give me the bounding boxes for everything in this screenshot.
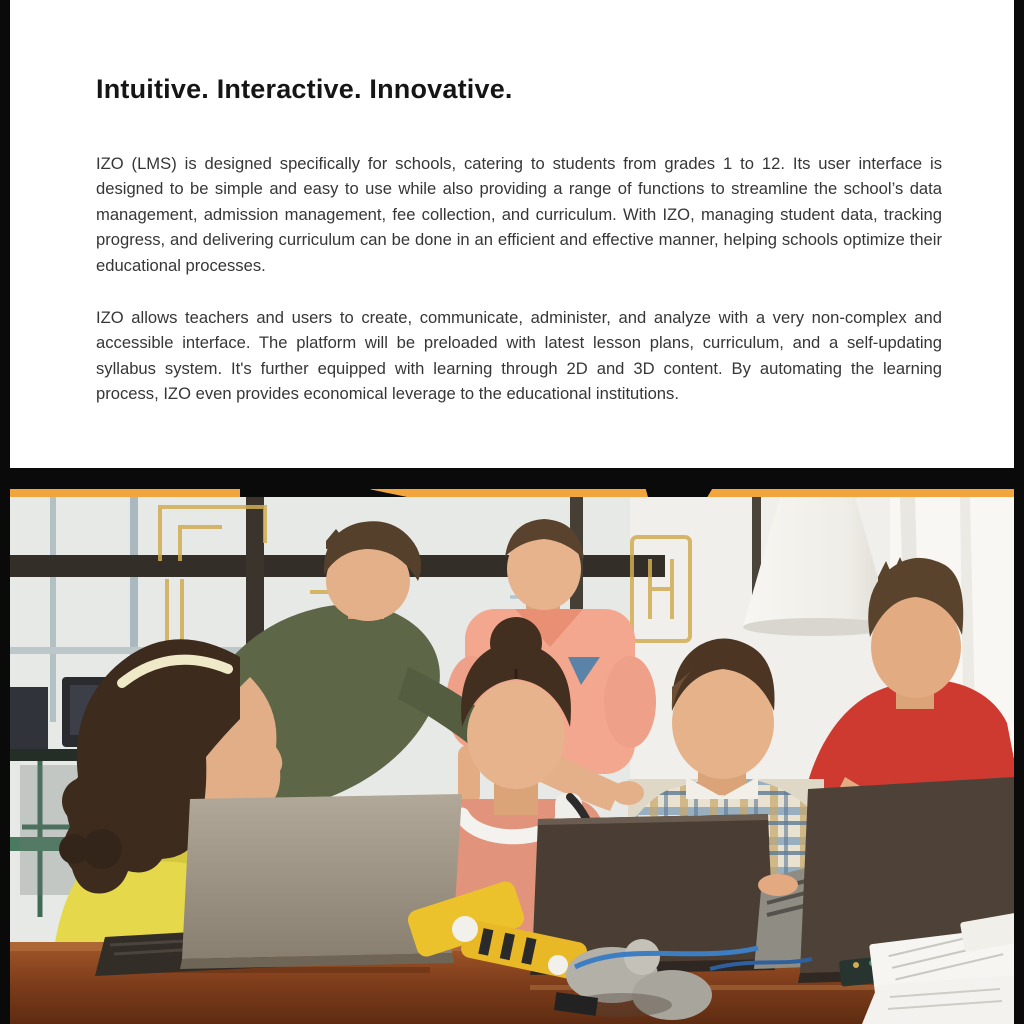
article-paragraph-2: IZO allows teachers and users to create, communicate, administer, and analyze with a very non-complex and accessible interface. The platform will be preloaded with latest lesson plans, curriculum, and a self-updating syllabus system. It's further equipped with learning through 2D and 3D content. By automating the learning process, IZO even provides economical leverage to the educational institutions. — [96, 308, 942, 404]
students-photo — [10, 497, 1014, 1024]
page-title: Intuitive. Interactive. Innovative. — [96, 74, 513, 104]
stripe-notch-right — [643, 479, 718, 498]
students-photo-illustration — [10, 497, 1014, 1024]
article-panel — [10, 0, 1014, 468]
article-body — [96, 151, 942, 407]
accent-stripe — [10, 489, 1014, 497]
article-paragraph-1: IZO (LMS) is designed specifically for schools, catering to students from grades 1 to 12. Its user interface is designed to be simple and easy to use while also providing a range of functions to streamline the school’s data management, admission management, fee collection, and curriculum. With IZO, managing student data, tracking progress, and delivering curriculum can be done in an efficient and effective manner, helping schools optimize their educational processes. — [96, 154, 942, 275]
